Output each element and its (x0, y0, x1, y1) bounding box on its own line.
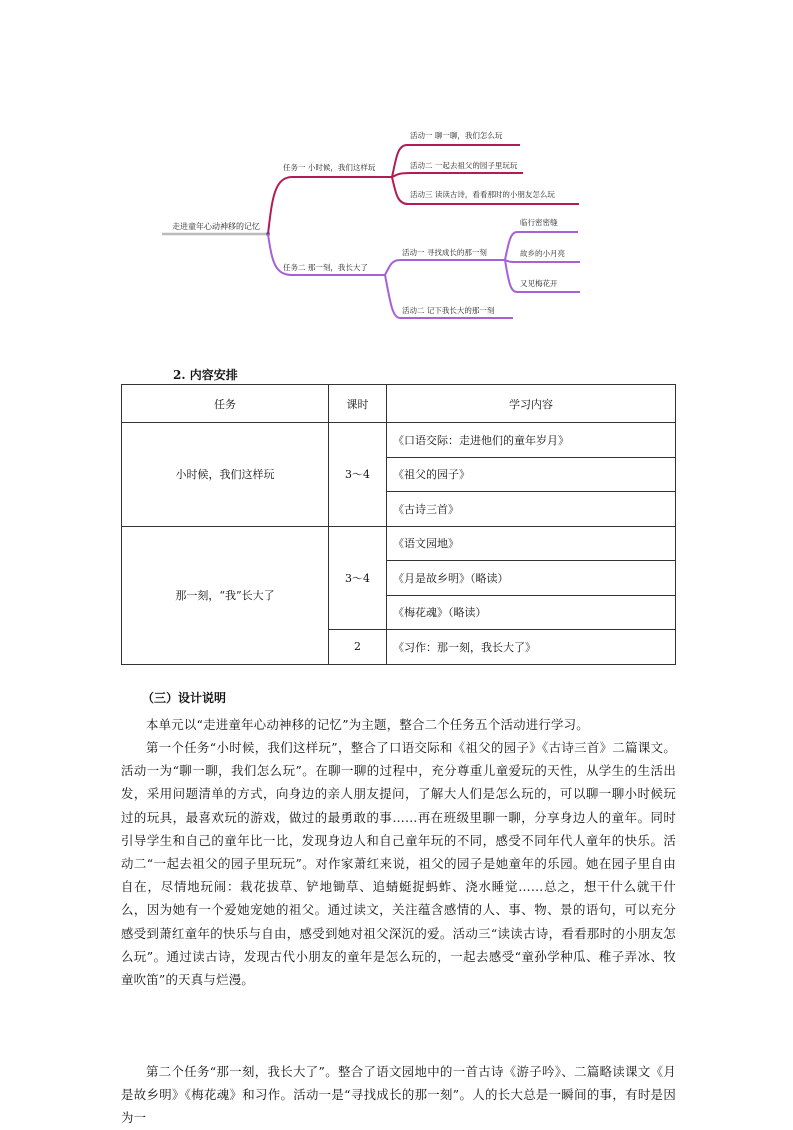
section-heading-content-arrangement: 2. 内容安排 (173, 368, 238, 382)
content-cell: 《口语交际：走进他们的童年岁月》 (387, 423, 676, 458)
task1-cell: 小时候，我们这样玩 (122, 423, 329, 527)
section-heading-design-notes: （三）设计说明 (142, 691, 227, 705)
paragraph-intro: 本单元以“走进童年心动神移的记忆”为主题，整合二个任务五个活动进行学习。 (146, 717, 589, 732)
task2-item2-connector (505, 260, 580, 262)
content-cell: 《语文园地》 (387, 526, 676, 561)
content-cell: 《梅花魂》（略读） (387, 595, 676, 630)
task2-hours-cell-b: 2 (329, 630, 387, 665)
task1-activity-1: 活动一 聊一聊，我们怎么玩 (410, 131, 503, 140)
task2-cell: 那一刻，“我”长大了 (122, 526, 329, 664)
table-header-row (122, 385, 676, 423)
header-content: 学习内容 (387, 385, 676, 423)
task1-activity2-connector (392, 173, 523, 177)
header-hours: 课时 (329, 385, 387, 423)
task1-activity-2: 活动二 一起去祖父的园子里玩玩 (410, 161, 518, 170)
table-row (122, 526, 676, 561)
task2-activity1-connector (385, 260, 505, 275)
table-row (122, 423, 676, 458)
task1-connector (268, 177, 392, 234)
content-cell: 《古诗三首》 (387, 492, 676, 527)
task1-activity-3: 活动三 读读古诗，看看那时的小朋友怎么玩 (410, 190, 555, 199)
paragraph-task2: 第二个任务“那一刻，我长大了”。整合了语文园地中的一首古诗《游子吟》、二篇略读课文《月是故乡明》《梅花魂》和习作。活动一是“寻找成长的那一刻”。人的长大总是一瞬间的事，有时是因为一 (121, 1064, 676, 1126)
task2-hours-cell-a: 3～4 (329, 526, 387, 630)
task2-label: 任务二 那一刻，我长大了 (283, 263, 368, 272)
task1-hours-cell: 3～4 (329, 423, 387, 527)
content-arrangement-table (121, 384, 676, 665)
paragraph-task1: 第一个任务“小时候，我们这样玩”，整合了口语交际和《祖父的园子》《古诗三首》二篇课文。活动一为“聊一聊，我们怎么玩”。在聊一聊的过程中，充分尊重儿童爱玩的天性，从学生的生活出发，采用问题清单的方式，向身边的亲人朋友提问，了解大人们是怎么玩的，可以聊一聊小时候玩过的玩具，最喜欢玩的游戏，做过的最勇敢的事……再在班级里聊一聊，分享身边人的童年。同时引导学生和自己的童年比一比，发现身边人和自己童年玩的不同，感受不同年代人童年的快乐。活动二“一起去祖父的园子里玩玩”。对作家萧红来说，祖父的园子是她童年的乐园。她在园子里自由自在，尽情地玩闹：栽花拔草、铲地锄草、追蜻蜓捉蚂蚱、浇水睡觉……总之，想干什么就干什么，因为她有一个爱她宠她的祖父。通过读文，关注蕴含感情的人、事、物、景的语句，可以充分感受到萧红童年的快乐与自由，感受到她对祖父深沉的爱。活动三“读读古诗，看看那时的小朋友怎么玩”。通过读古诗，发现古代小朋友的童年是怎么玩的，一起去感受“童孙学种瓜、稚子弄冰、牧童吹笛”的天真与烂漫。 (121, 740, 676, 988)
task1-label: 任务一 小时候，我们这样玩 (283, 163, 376, 172)
content-cell: 《祖父的园子》 (387, 457, 676, 492)
header-task: 任务 (122, 385, 329, 423)
task2-activity-1: 活动一 寻找成长的那一刻 (402, 248, 487, 257)
mindmap-root: 走进童年心动神移的记忆 (172, 222, 260, 231)
content-cell: 《习作：那一刻，我长大了》 (387, 630, 676, 665)
task2-item-2: 故乡的小月亮 (520, 249, 565, 258)
task2-item-3: 又见梅花开 (520, 279, 558, 288)
task2-item-1: 临行密密缝 (520, 218, 558, 227)
content-cell: 《月是故乡明》（略读） (387, 561, 676, 596)
task2-activity-2: 活动二 记下我长大的那一刻 (402, 306, 495, 315)
mind-map (0, 0, 793, 340)
